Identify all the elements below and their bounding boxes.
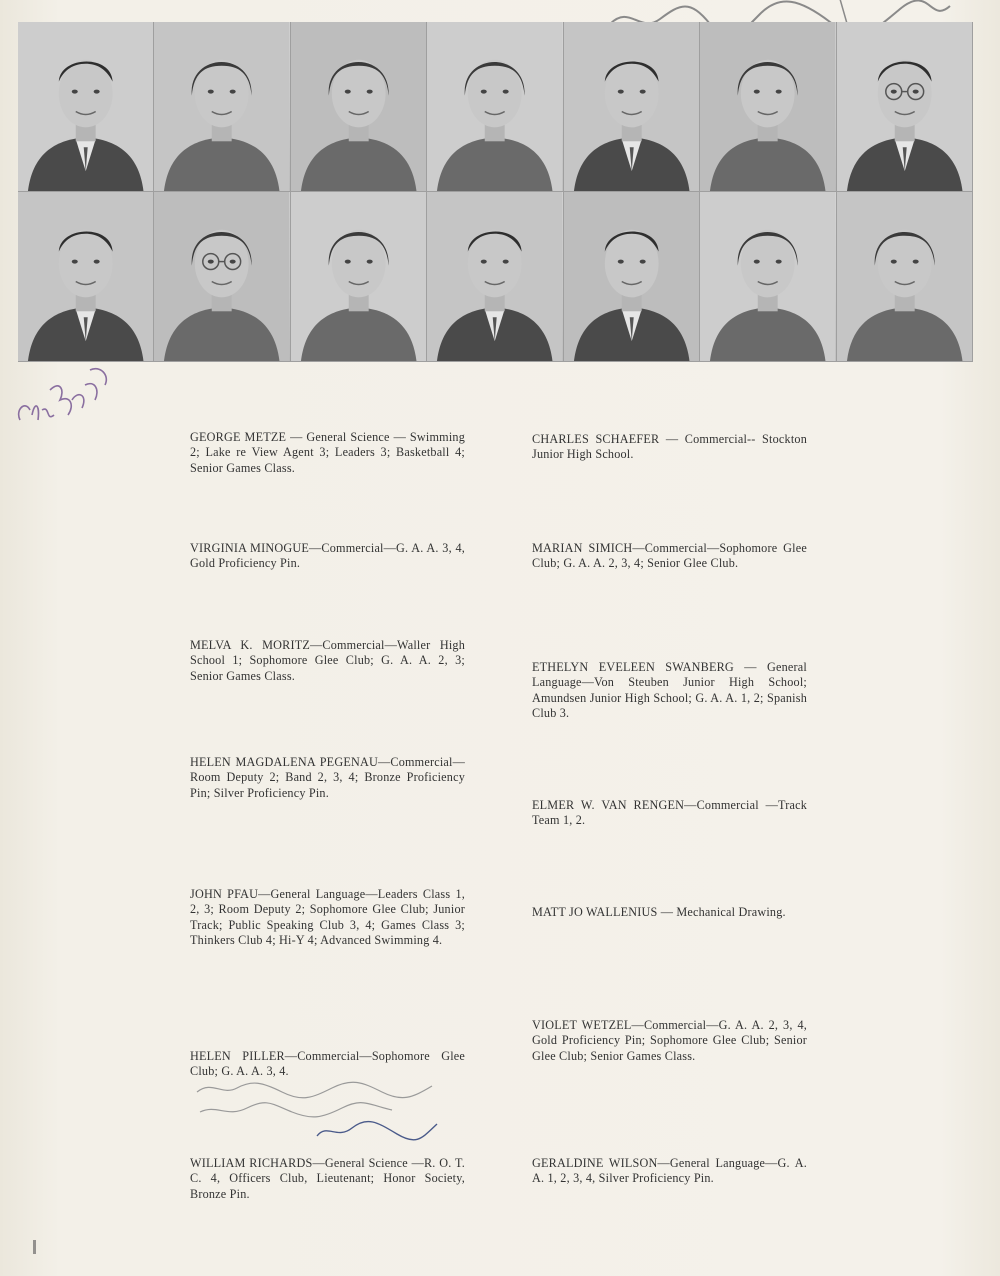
entry-ethelyn-swanberg: ETHELYN EVELEEN SWANBERG — General Language—Von Steuben Junior High School; Amundsen Junior High School; G. A. A. 1, 2; Spanish Club 3. bbox=[532, 660, 807, 721]
portrait-female-icon bbox=[154, 22, 290, 192]
entry-melva-moritz: MELVA K. MORITZ—Commercial—Waller High School 1; Sophomore Glee Club; G. A. A. 2, 3; Senior Games Class. bbox=[190, 638, 465, 683]
side-signature bbox=[10, 360, 120, 470]
entry-helen-piller: HELEN PILLER—Commercial—Sophomore Glee Club; G. A. A. 3, 4. bbox=[190, 1049, 465, 1079]
entry-helen-pegenau: HELEN MAGDALENA PEGENAU—Commercial—Room Deputy 2; Band 2, 3, 4; Bronze Proficiency Pin; Silver Proficiency Pin. bbox=[190, 755, 465, 800]
entry-marian-simich: MARIAN SIMICH—Commercial—Sophomore Glee Club; G. A. A. 2, 3, 4; Senior Glee Club. bbox=[532, 541, 807, 571]
portrait-male-glasses-icon bbox=[837, 22, 973, 192]
entry-george-metze: GEORGE METZE — General Science — Swimming 2; Lake re View Agent 3; Leaders 3; Basketball 4; Senior Games Class. bbox=[190, 430, 465, 475]
entry-john-pfau: JOHN PFAU—General Language—Leaders Class 1, 2, 3; Room Deputy 2; Sophomore Glee Club; Junior Track; Public Speaking Club 3, 4; Games Class 3; Thinkers Club 4; Hi-Y 4; Advanced Swimming 4. bbox=[190, 887, 465, 948]
portrait-male-icon bbox=[18, 192, 154, 362]
entry-william-richards: WILLIAM RICHARDS—General Science —R. O. T. C. 4, Officers Club, Lieutenant; Honor Society, Bronze Pin. bbox=[190, 1156, 465, 1201]
portrait-grid bbox=[18, 22, 973, 362]
entry-charles-schaefer: CHARLES SCHAEFER — Commercial-- Stockton Junior High School. bbox=[532, 432, 807, 462]
portrait-female-glasses-icon bbox=[154, 192, 290, 362]
portrait-male-icon bbox=[427, 192, 563, 362]
portrait-female-icon bbox=[291, 22, 427, 192]
autograph-helen-piller bbox=[192, 1078, 472, 1148]
entry-virginia-minogue: VIRGINIA MINOGUE—Commercial—G. A. A. 3, 4, Gold Proficiency Pin. bbox=[190, 541, 465, 571]
entry-elmer-van-rengen: ELMER W. VAN RENGEN—Commercial —Track Team 1, 2. bbox=[532, 798, 807, 828]
portrait-male-icon bbox=[564, 192, 700, 362]
portrait-male-icon bbox=[18, 22, 154, 192]
entry-matt-jo-wallenius: MATT JO WALLENIUS — Mechanical Drawing. bbox=[532, 905, 786, 919]
entry-geraldine-wilson: GERALDINE WILSON—General Language—G. A. A. 1, 2, 3, 4, Silver Proficiency Pin. bbox=[532, 1156, 807, 1186]
margin-mark bbox=[33, 1240, 36, 1254]
portrait-female-icon bbox=[291, 192, 427, 362]
entry-violet-wetzel: VIOLET WETZEL—Commercial—G. A. A. 2, 3, 4, Gold Proficiency Pin; Sophomore Glee Club; Senior Glee Club; Senior Games Class. bbox=[532, 1018, 807, 1063]
portrait-female-icon bbox=[427, 22, 563, 192]
portrait-male-icon bbox=[564, 22, 700, 192]
portrait-female-icon bbox=[837, 192, 973, 362]
portrait-female-icon bbox=[700, 22, 836, 192]
portrait-female-icon bbox=[700, 192, 836, 362]
